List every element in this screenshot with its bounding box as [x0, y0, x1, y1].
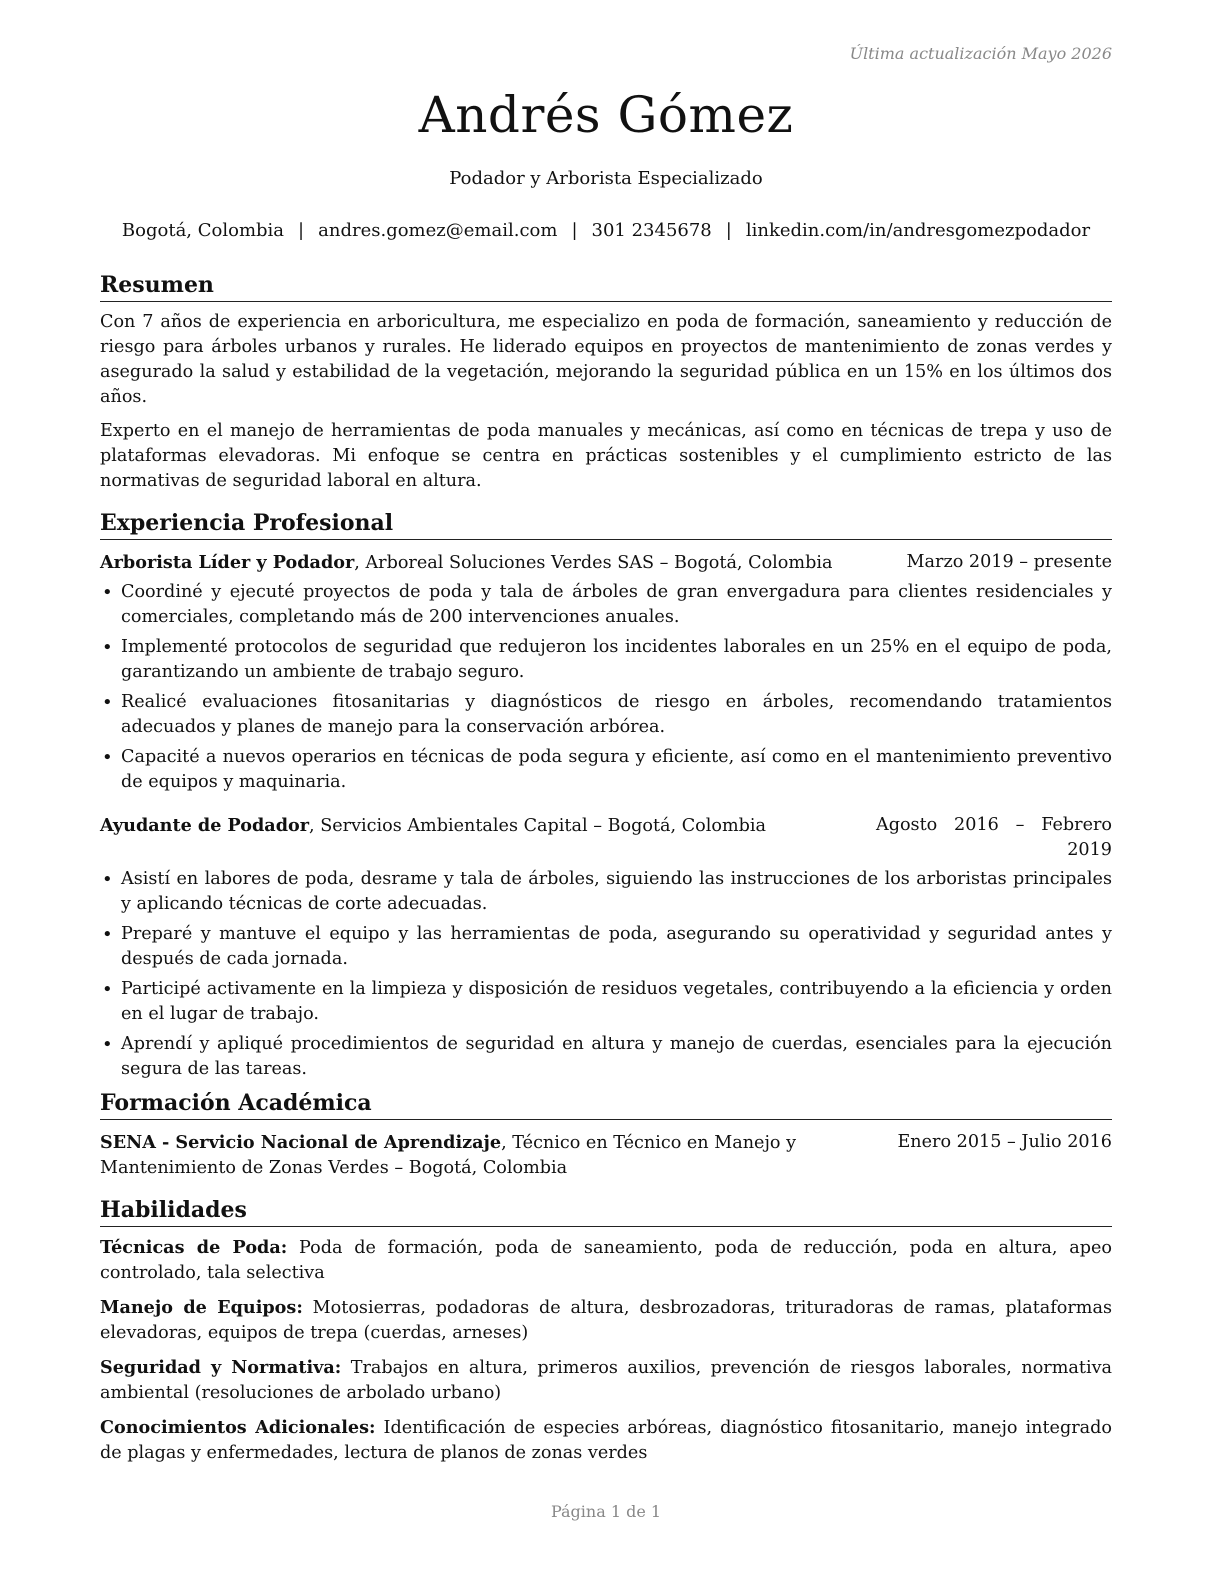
- summary-paragraph: Experto en el manejo de herramientas de poda manuales y mecánicas, así como en técnicas de trepa y uso de plataformas elevadoras. Mi enfoque se centra en prácticas sostenibles y el cumplimiento estricto de las normativas de seguridad laboral en altura.: [100, 421, 1112, 491]
- job-header: [100, 550, 1112, 576]
- skill-label: Técnicas de Poda:: [100, 1237, 288, 1258]
- education-section: [100, 1088, 1112, 1181]
- job-bullet: • Aprendí y apliqué procedimientos de seguridad en altura y manejo de cuerdas, esenciales para la ejecución segura de las tareas.: [100, 1032, 1112, 1082]
- job-bullet: • Participé activamente en la limpieza y disposición de residuos vegetales, contribuyendo a la eficiencia y orden en el lugar de trabajo.: [100, 977, 1112, 1027]
- contact-separator: |: [298, 220, 305, 241]
- skill-item: [100, 1235, 1112, 1286]
- job-bullet: • Preparé y mantuve el equipo y las herramientas de poda, asegurando su operatividad y seguridad antes y después de cada jornada.: [100, 922, 1112, 972]
- skill-label: Manejo de Equipos:: [100, 1297, 303, 1318]
- skill-text: Identificación de especies arbóreas, diagnóstico fitosanitario, manejo integrado de plagas y enfermedades, lectura de planos de zonas verdes: [100, 1418, 1112, 1463]
- experience-section: [100, 508, 1112, 1082]
- section-heading-education: Formación Académica: [100, 1088, 1112, 1120]
- skill-item: [100, 1415, 1112, 1466]
- contact-linkedin[interactable]: linkedin.com/in/andresgomezpodador: [745, 220, 1091, 241]
- education-detail: , Técnico en Técnico en Manejo y Mantenimiento de Zonas Verdes – Bogotá, Colombia: [100, 1133, 797, 1178]
- candidate-title: Podador y Arborista Especializado: [449, 168, 763, 189]
- skill-label: Seguridad y Normativa:: [100, 1357, 342, 1378]
- job-bullets: [100, 580, 1112, 795]
- job-bullet: • Implementé protocolos de seguridad que redujeron los incidentes laborales en un 25% en el equipo de poda, garantizando un ambiente de trabajo seguro.: [100, 635, 1112, 685]
- summary-paragraph: Con 7 años de experiencia en arboricultura, me especializo en poda de formación, saneamiento y reducción de riesgo para árboles urbanos y rurales. He liderado equipos en proyectos de mantenimiento de zonas verdes y asegurado la salud y estabilidad de la vegetación, mejorando la seguridad pública en un 15% en los últimos dos años.: [100, 312, 1112, 407]
- job-dates: Agosto 2016 – Febrero 2019: [876, 815, 1112, 860]
- job-company: , Servicios Ambientales Capital – Bogotá, Colombia: [309, 816, 767, 836]
- skill-item: [100, 1355, 1112, 1406]
- section-heading-summary: Resumen: [100, 270, 1112, 302]
- job-company: , Arboreal Soluciones Verdes SAS – Bogotá, Colombia: [354, 553, 833, 573]
- job-role: Arborista Líder y Podador: [100, 552, 355, 573]
- job-dates: Marzo 2019 – presente: [906, 552, 1112, 572]
- skill-label: Conocimientos Adicionales:: [100, 1417, 376, 1438]
- contact-phone: 301 2345678: [591, 220, 712, 241]
- education-dates: Enero 2015 – Julio 2016: [897, 1132, 1112, 1152]
- last-updated: Última actualización Mayo 2026: [849, 44, 1112, 63]
- skills-section: [100, 1195, 1112, 1466]
- skill-item: [100, 1295, 1112, 1346]
- resume-content: [100, 270, 1112, 1466]
- candidate-name: Andrés Gómez: [418, 86, 794, 144]
- job-bullet: • Asistí en labores de poda, desrame y tala de árboles, siguiendo las instrucciones de los arboristas principales y aplicando técnicas de corte adecuadas.: [100, 867, 1112, 917]
- page-number: Página 1 de 1: [550, 1502, 662, 1521]
- job-role: Ayudante de Podador: [100, 815, 310, 836]
- contact-line: [100, 220, 1112, 241]
- contact-separator: |: [725, 220, 732, 241]
- skill-text: Poda de formación, poda de saneamiento, poda de reducción, poda en altura, apeo controlado, tala selectiva: [100, 1238, 1113, 1283]
- skill-text: Trabajos en altura, primeros auxilios, prevención de riesgos laborales, normativa ambiental (resoluciones de arbolado urbano): [100, 1358, 1112, 1403]
- job-bullets: [100, 867, 1112, 1082]
- job-bullet: • Realicé evaluaciones fitosanitarias y diagnósticos de riesgo en árboles, recomendando tratamientos adecuados y planes de manejo para la conservación arbórea.: [100, 690, 1112, 740]
- skill-text: Motosierras, podadoras de altura, desbrozadoras, trituradoras de ramas, plataformas elevadoras, equipos de trepa (cuerdas, arneses): [100, 1298, 1112, 1343]
- job-bullet: • Coordiné y ejecuté proyectos de poda y tala de árboles de gran envergadura para clientes residenciales y comerciales, completando más de 200 intervenciones anuales.: [100, 580, 1112, 630]
- summary-section: [100, 270, 1112, 494]
- section-heading-skills: Habilidades: [100, 1195, 1112, 1227]
- contact-email[interactable]: andres.gomez@email.com: [318, 220, 558, 241]
- contact-separator: |: [571, 220, 578, 241]
- job-bullet: • Capacité a nuevos operarios en técnicas de poda segura y eficiente, así como en el mantenimiento preventivo de equipos y maquinaria.: [100, 745, 1112, 795]
- contact-location: Bogotá, Colombia: [121, 220, 285, 241]
- education-item: [100, 1130, 1112, 1181]
- job-header: [100, 813, 1112, 863]
- education-institution: SENA - Servicio Nacional de Aprendizaje: [100, 1132, 502, 1153]
- section-heading-experience: Experiencia Profesional: [100, 508, 1112, 540]
